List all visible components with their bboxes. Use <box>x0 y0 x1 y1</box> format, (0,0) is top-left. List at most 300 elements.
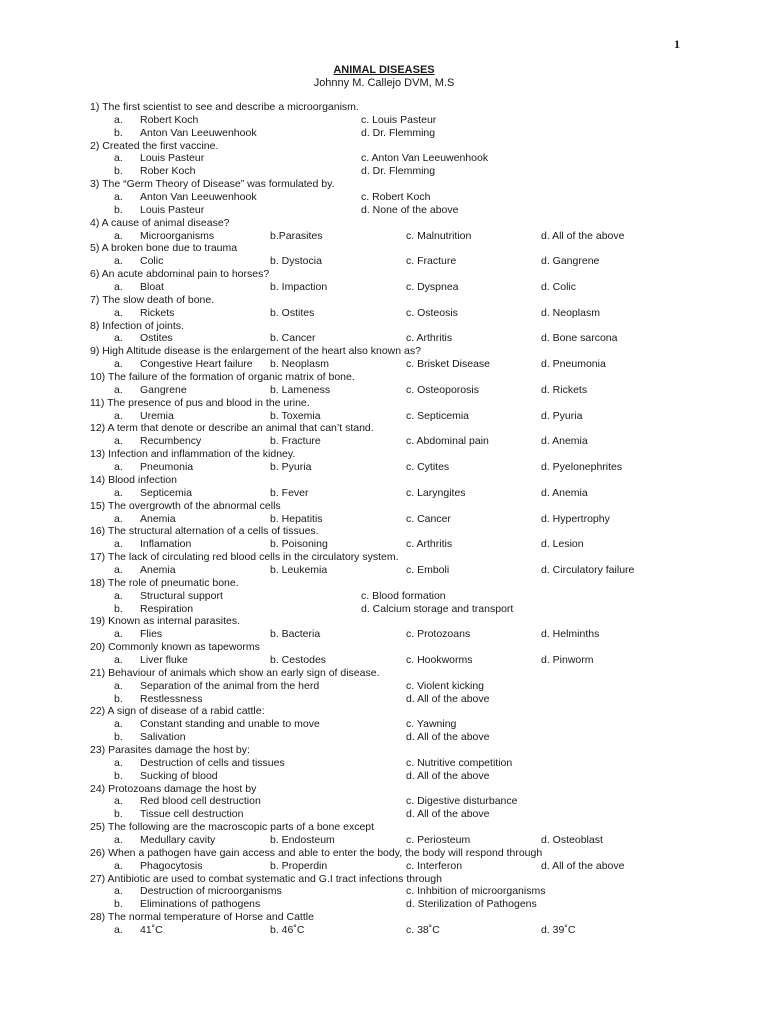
choice-b <box>270 860 327 873</box>
question-stem <box>90 294 730 307</box>
choice-text: Red blood cell destruction <box>140 795 261 808</box>
question-text: 15) The overgrowth of the abnormal cells <box>90 499 281 512</box>
choice-text: c. Dyspnea <box>406 281 459 294</box>
choice-marker: a. <box>114 281 123 294</box>
choice-marker: a. <box>114 461 123 474</box>
choice-text: Microorganisms <box>140 229 215 242</box>
choice-c <box>361 191 430 204</box>
choice-text: b. Impaction <box>270 281 328 294</box>
choice-text: c. Abdominal pain <box>406 435 489 448</box>
question-stem <box>90 821 730 834</box>
choice-c <box>406 435 489 448</box>
choice-text: c. Emboli <box>406 563 450 576</box>
choice-row <box>90 114 730 127</box>
choice-text: Structural support <box>140 589 223 602</box>
choice-a <box>114 564 176 577</box>
choice-text: c. Osteoporosis <box>406 383 479 396</box>
choice-text: Restlessness <box>140 692 203 705</box>
choice-b <box>114 808 244 821</box>
choice-row <box>90 461 730 474</box>
choice-marker: b. <box>114 692 123 705</box>
choice-d <box>541 307 600 320</box>
choice-d <box>541 230 624 243</box>
choice-a <box>114 410 174 423</box>
question-stem <box>90 397 730 410</box>
question-stem <box>90 178 730 191</box>
choice-row <box>90 718 730 731</box>
choice-text: d. All of the above <box>406 769 490 782</box>
choice-d <box>541 487 588 500</box>
choice-text: c. Periosteum <box>406 833 471 846</box>
question-text: 21) Behaviour of animals which show an early sign of disease. <box>90 666 380 679</box>
choice-marker: a. <box>114 191 123 204</box>
choice-d <box>541 860 624 873</box>
choice-row <box>90 191 730 204</box>
choice-text: d. Osteoblast <box>541 833 603 846</box>
document-header <box>0 64 768 90</box>
choice-row <box>90 898 730 911</box>
choice-text: Recumbency <box>140 435 202 448</box>
choice-c <box>361 152 488 165</box>
choice-d <box>541 834 603 847</box>
choice-c <box>406 513 451 526</box>
choice-row <box>90 165 730 178</box>
question-text: 19) Known as internal parasites. <box>90 615 240 628</box>
choice-text: Flies <box>140 628 163 641</box>
document-title: ANIMAL DISEASES <box>333 64 435 76</box>
choice-text: Destruction of cells and tissues <box>140 756 285 769</box>
choice-text: d. All of the above <box>541 859 625 872</box>
question-text: 5) A broken bone due to trauma <box>90 242 238 255</box>
choice-row <box>90 435 730 448</box>
page-number: 1 <box>674 37 680 51</box>
choice-a <box>114 230 214 243</box>
choice-c <box>406 281 459 294</box>
choice-c <box>406 834 470 847</box>
choice-a <box>114 834 215 847</box>
question-stem <box>90 140 730 153</box>
choice-text: d. Helminths <box>541 628 600 641</box>
choice-text: d. Pyuria <box>541 409 583 422</box>
choice-text: b. Fever <box>270 486 309 499</box>
question-text: 9) High Altitude disease is the enlargement of the heart also known as? <box>90 345 421 358</box>
choice-a <box>114 487 192 500</box>
choice-a <box>114 152 204 165</box>
choice-a <box>114 718 320 731</box>
choice-b <box>114 204 204 217</box>
choice-text: c. Brisket Disease <box>406 358 491 371</box>
choice-row <box>90 487 730 500</box>
choice-b <box>114 603 193 616</box>
choice-row <box>90 230 730 243</box>
choice-c <box>406 885 545 898</box>
choice-text: d. Lesion <box>541 538 584 551</box>
choice-text: Inflamation <box>140 538 192 551</box>
choice-d <box>541 435 588 448</box>
choice-c <box>406 718 456 731</box>
choice-c <box>406 230 471 243</box>
choice-marker: a. <box>114 255 123 268</box>
choice-d <box>541 255 599 268</box>
choice-text: c. Inhbition of microorganisms <box>406 885 546 898</box>
choice-b <box>270 924 304 937</box>
choice-a <box>114 358 253 371</box>
choice-row <box>90 924 730 937</box>
choice-text: Gangrene <box>140 383 187 396</box>
choice-c <box>406 461 449 474</box>
choice-text: c. Anton Van Leeuwenhook <box>361 152 489 165</box>
choice-text: d. Dr. Flemming <box>361 165 436 178</box>
choice-c <box>406 680 484 693</box>
choice-a <box>114 590 223 603</box>
choice-a <box>114 255 163 268</box>
question-stem <box>90 101 730 114</box>
choice-text: d. Circulatory failure <box>541 563 635 576</box>
choice-text: Ostites <box>140 332 173 345</box>
choice-text: c. Blood formation <box>361 589 446 602</box>
question-stem <box>90 474 730 487</box>
choice-text: c. Digestive disturbance <box>406 795 518 808</box>
choice-text: d. Neoplasm <box>541 306 600 319</box>
choice-d <box>541 924 575 937</box>
choice-d <box>361 127 435 140</box>
choice-text: Robert Koch <box>140 113 199 126</box>
choice-text: Eliminations of pathogens <box>140 898 261 911</box>
choice-c <box>406 860 462 873</box>
choice-a <box>114 281 164 294</box>
choice-row <box>90 204 730 217</box>
question-text: 12) A term that denote or describe an animal that can’t stand. <box>90 422 374 435</box>
choice-marker: a. <box>114 833 123 846</box>
question-text: 10) The failure of the formation of organic matrix of bone. <box>90 371 355 384</box>
choice-row <box>90 538 730 551</box>
question-text: 2) Created the first vaccine. <box>90 139 219 152</box>
choice-text: c. Fracture <box>406 255 457 268</box>
question-stem <box>90 667 730 680</box>
choice-text: Rober Koch <box>140 165 196 178</box>
choice-text: Louis Pasteur <box>140 152 205 165</box>
choice-text: c. Louis Pasteur <box>361 113 437 126</box>
choice-marker: b. <box>114 769 123 782</box>
choice-text: d. All of the above <box>406 692 490 705</box>
choice-text: c. Nutritive competition <box>406 756 513 769</box>
choice-b <box>270 487 309 500</box>
choice-text: 41˚C <box>140 924 163 936</box>
question-stem <box>90 551 730 564</box>
choice-c <box>406 795 517 808</box>
choice-row <box>90 834 730 847</box>
choice-text: c. Violent kicking <box>406 679 485 692</box>
choice-text: b. Bacteria <box>270 628 321 641</box>
choice-row <box>90 603 730 616</box>
question-text: 20) Commonly known as tapeworms <box>90 641 260 654</box>
choice-b <box>270 281 327 294</box>
choice-d <box>541 410 582 423</box>
choice-row <box>90 770 730 783</box>
question-text: 11) The presence of pus and blood in the urine. <box>90 396 310 409</box>
question-text: 23) Parasites damage the host by: <box>90 743 250 756</box>
question-text: 24) Protozoans damage the host by <box>90 782 257 795</box>
choice-marker: a. <box>114 486 123 499</box>
choice-a <box>114 461 193 474</box>
choice-marker: a. <box>114 859 123 872</box>
choice-c <box>406 564 449 577</box>
choice-d <box>406 898 537 911</box>
choice-a <box>114 307 174 320</box>
choice-c <box>406 307 458 320</box>
choice-b <box>114 731 186 744</box>
choice-marker: a. <box>114 563 123 576</box>
choice-text: c. 38˚C <box>406 924 440 936</box>
choice-c <box>406 255 456 268</box>
choice-text: Salivation <box>140 731 186 744</box>
choice-d <box>541 358 606 371</box>
choice-marker: a. <box>114 435 123 448</box>
choice-text: b. Lameness <box>270 383 331 396</box>
choice-row <box>90 358 730 371</box>
question-text: 8) Infection of joints. <box>90 319 184 332</box>
choice-row <box>90 731 730 744</box>
choice-text: c. Robert Koch <box>361 191 431 204</box>
choice-text: c. Protozoans <box>406 628 471 641</box>
choice-c <box>361 114 436 127</box>
choice-c <box>406 410 469 423</box>
choice-b <box>114 898 260 911</box>
choice-text: Anemia <box>140 563 176 576</box>
choice-text: c. Arthritis <box>406 538 453 551</box>
choice-a <box>114 860 202 873</box>
choice-text: Respiration <box>140 602 194 615</box>
choice-c <box>406 487 466 500</box>
choice-text: Medullary cavity <box>140 833 216 846</box>
choice-row <box>90 628 730 641</box>
question-text: 16) The structural alternation of a cells of tissues. <box>90 525 319 538</box>
choice-text: d. All of the above <box>406 731 490 744</box>
choice-text: b. 46˚C <box>270 924 305 936</box>
choice-marker: a. <box>114 409 123 422</box>
choice-d <box>406 731 489 744</box>
choice-c <box>406 332 452 345</box>
choice-b <box>114 165 195 178</box>
choice-marker: b. <box>114 808 123 821</box>
question-stem <box>90 242 730 255</box>
choice-text: Liver fluke <box>140 653 188 666</box>
choice-row <box>90 808 730 821</box>
choice-text: d. None of the above <box>361 203 459 216</box>
question-stem <box>90 371 730 384</box>
choice-text: c. Interferon <box>406 859 463 872</box>
choice-row <box>90 564 730 577</box>
choice-text: Anton Van Leeuwenhook <box>140 191 257 204</box>
question-stem <box>90 911 730 924</box>
choice-text: Uremia <box>140 409 174 422</box>
choice-a <box>114 191 257 204</box>
question-stem <box>90 847 730 860</box>
choice-marker: a. <box>114 152 123 165</box>
choice-text: d. Colic <box>541 281 577 294</box>
question-text: 13) Infection and inflammation of the kidney. <box>90 448 296 461</box>
choice-text: Constant standing and unable to move <box>140 718 320 731</box>
choice-text: b. Pyuria <box>270 461 312 474</box>
question-text: 25) The following are the macroscopic parts of a bone except <box>90 821 375 834</box>
choice-b <box>270 358 329 371</box>
choice-row <box>90 281 730 294</box>
choice-text: Septicemia <box>140 486 192 499</box>
choice-d <box>541 384 587 397</box>
question-text: 14) Blood infection <box>90 473 177 486</box>
question-stem <box>90 422 730 435</box>
choice-b <box>270 384 330 397</box>
question-text: 7) The slow death of bone. <box>90 293 215 306</box>
choice-text: c. Yawning <box>406 718 457 731</box>
choice-text: Bloat <box>140 281 164 294</box>
choice-text: b. Fracture <box>270 435 321 448</box>
choice-marker: a. <box>114 306 123 319</box>
choice-text: c. Cancer <box>406 512 451 525</box>
choice-text: c. Hookworms <box>406 653 473 666</box>
choice-row <box>90 680 730 693</box>
question-stem <box>90 641 730 654</box>
choice-marker: b. <box>114 731 123 744</box>
choice-text: c. Septicemia <box>406 409 470 422</box>
choice-row <box>90 332 730 345</box>
choice-marker: b. <box>114 602 123 615</box>
choice-marker: b. <box>114 898 123 911</box>
question-text: 6) An acute abdominal pain to horses? <box>90 268 270 281</box>
choice-text: Pneumonia <box>140 461 194 474</box>
choice-row <box>90 654 730 667</box>
choice-row <box>90 513 730 526</box>
choice-text: c. Osteosis <box>406 306 458 319</box>
question-text: 1) The first scientist to see and describe a microorganism. <box>90 101 359 113</box>
choice-d <box>541 461 622 474</box>
choice-text: b. Hepatitis <box>270 512 323 525</box>
choice-a <box>114 654 188 667</box>
choice-c <box>406 924 440 937</box>
choice-c <box>406 538 452 551</box>
choice-row <box>90 860 730 873</box>
question-stem <box>90 217 730 230</box>
choice-text: d. Hypertrophy <box>541 512 610 525</box>
choice-text: b. Endosteum <box>270 833 335 846</box>
choice-a <box>114 332 173 345</box>
choice-a <box>114 628 162 641</box>
question-stem <box>90 615 730 628</box>
choice-text: d. Calcium storage and transport <box>361 602 514 615</box>
choice-c <box>406 358 490 371</box>
choice-b <box>270 628 320 641</box>
choice-d <box>541 513 610 526</box>
choice-b <box>114 770 218 783</box>
choice-text: Anemia <box>140 512 176 525</box>
choice-text: c. Laryngites <box>406 486 466 499</box>
question-text: 27) Antibiotic are used to combat systematic and G.I tract infections through <box>90 872 442 885</box>
choice-text: Louis Pasteur <box>140 203 205 216</box>
choice-a <box>114 924 163 937</box>
choice-text: b. Dystocia <box>270 255 322 268</box>
question-text: 3) The “Germ Theory of Disease” was formulated by. <box>90 178 335 191</box>
choice-b <box>114 693 202 706</box>
choice-text: b. Neoplasm <box>270 358 329 371</box>
choice-d <box>541 332 617 345</box>
choice-text: d. Anemia <box>541 486 588 499</box>
choice-text: Tissue cell destruction <box>140 808 244 821</box>
choice-b <box>270 230 323 243</box>
choice-marker: a. <box>114 113 123 126</box>
choice-marker: a. <box>114 679 123 692</box>
choice-b <box>270 834 335 847</box>
question-text: 26) When a pathogen have gain access and able to enter the body, the body will respond through <box>90 846 543 859</box>
choice-b <box>270 538 328 551</box>
choice-text: d. Bone sarcona <box>541 332 618 345</box>
choice-c <box>406 384 479 397</box>
choice-b <box>270 435 321 448</box>
choice-b <box>270 513 323 526</box>
choice-c <box>406 654 473 667</box>
choice-text: b. Cestodes <box>270 653 327 666</box>
question-stem <box>90 500 730 513</box>
choice-text: b. Toxemia <box>270 409 321 422</box>
choice-a <box>114 538 191 551</box>
question-stem <box>90 873 730 886</box>
choice-text: d. All of the above <box>406 808 490 821</box>
choice-marker: a. <box>114 756 123 769</box>
choice-d <box>361 204 459 217</box>
question-text: 18) The role of pneumatic bone. <box>90 576 239 589</box>
choice-marker: a. <box>114 229 123 242</box>
choice-a <box>114 114 198 127</box>
choice-text: b.Parasites <box>270 229 323 242</box>
choice-row <box>90 152 730 165</box>
question-stem <box>90 320 730 333</box>
choice-d <box>541 654 594 667</box>
question-list <box>90 101 730 937</box>
choice-b <box>270 332 316 345</box>
question-text: 22) A sign of disease of a rabid cattle: <box>90 705 265 718</box>
document-author: Johnny M. Callejo DVM, M.S <box>313 77 455 89</box>
choice-b <box>270 654 326 667</box>
choice-text: Separation of the animal from the herd <box>140 679 320 692</box>
choice-row <box>90 590 730 603</box>
choice-marker: a. <box>114 512 123 525</box>
choice-text: d. Pinworm <box>541 653 594 666</box>
choice-text: d. Sterilization of Pathogens <box>406 898 537 911</box>
choice-b <box>114 127 257 140</box>
choice-text: Sucking of blood <box>140 769 218 782</box>
choice-d <box>541 538 584 551</box>
choice-marker: a. <box>114 795 123 808</box>
choice-row <box>90 757 730 770</box>
choice-marker: a. <box>114 358 123 371</box>
choice-c <box>361 590 446 603</box>
choice-text: d. Anemia <box>541 435 588 448</box>
choice-c <box>406 757 512 770</box>
choice-marker: b. <box>114 203 123 216</box>
choice-text: b. Poisoning <box>270 538 328 551</box>
choice-marker: a. <box>114 538 123 551</box>
choice-marker: b. <box>114 165 123 178</box>
choice-text: b. Leukemia <box>270 563 328 576</box>
question-text: 28) The normal temperature of Horse and Cattle <box>90 911 314 924</box>
choice-text: d. Rickets <box>541 383 588 396</box>
question-text: 4) A cause of animal disease? <box>90 216 230 229</box>
choice-text: Phagocytosis <box>140 859 203 872</box>
choice-row <box>90 693 730 706</box>
choice-row <box>90 127 730 140</box>
choice-d <box>406 693 489 706</box>
choice-row <box>90 795 730 808</box>
question-stem <box>90 268 730 281</box>
